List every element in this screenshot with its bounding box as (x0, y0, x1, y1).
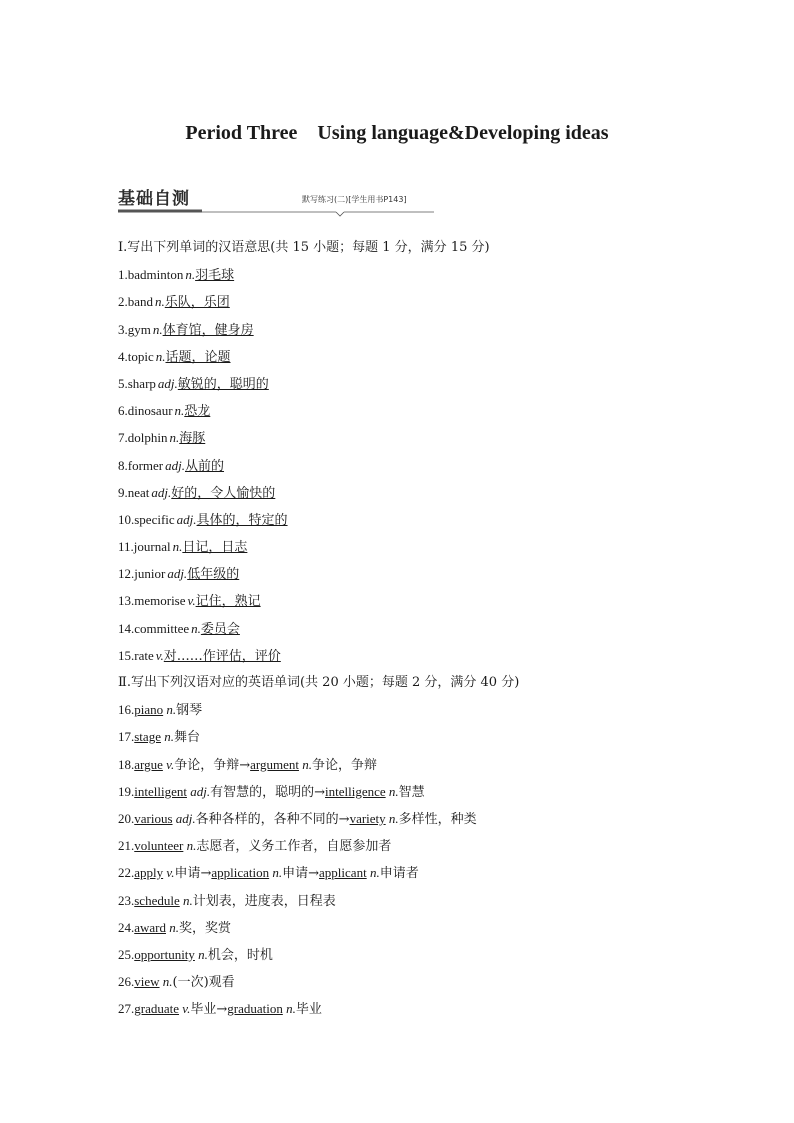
item-text: 申请→ (174, 866, 212, 882)
item-word: dinosaur (127, 403, 173, 419)
item-answer: piano (134, 702, 164, 718)
item-pos: adj. (165, 457, 185, 473)
item-answer: application (211, 865, 270, 881)
item-word: badminton (127, 267, 184, 283)
item-answer: graduate (134, 1001, 180, 1017)
item-word: gym (127, 321, 151, 337)
list-item (118, 805, 718, 832)
item-word: journal (133, 539, 171, 555)
item-answer: argument (250, 756, 299, 772)
item-number: 9. (118, 484, 128, 500)
list-item (118, 261, 718, 288)
list-item (118, 995, 718, 1022)
item-pos: n. (159, 974, 173, 990)
item-text: 有智慧的，聪明的→ (210, 784, 325, 800)
item-number: 3. (118, 321, 128, 337)
item-text: 各种各样的，各种不同的→ (195, 811, 350, 827)
item-text: 智慧 (398, 784, 425, 800)
item-text: 舞台 (173, 730, 200, 746)
item-pos: v. (187, 593, 196, 609)
list-item (118, 343, 718, 370)
section-1-list (118, 261, 718, 669)
item-text: 申请→ (282, 866, 320, 882)
item-answer: 日记，日志 (182, 540, 248, 556)
list-item (118, 887, 718, 914)
item-pos: v. (179, 1001, 191, 1017)
item-word: dolphin (127, 430, 168, 446)
item-text: 计划表，进度表，日程表 (192, 893, 336, 909)
item-number: 14. (118, 620, 135, 636)
item-number: 16. (118, 702, 135, 718)
item-answer: stage (134, 729, 161, 745)
item-word: sharp (127, 375, 156, 391)
list-item (118, 832, 718, 859)
item-number: 22. (118, 865, 135, 881)
item-number: 6. (118, 403, 128, 419)
item-answer: 话题，论题 (165, 349, 231, 365)
item-pos: n. (385, 783, 399, 799)
item-number: 5. (118, 375, 128, 391)
item-text: 多样性，种类 (398, 811, 477, 827)
item-number: 12. (118, 566, 135, 582)
item-word: memorise (134, 593, 186, 609)
item-word: former (127, 457, 164, 473)
item-word: committee (134, 620, 190, 636)
item-answer: volunteer (134, 838, 184, 854)
item-pos: n. (152, 321, 163, 337)
item-answer: intelligent (134, 783, 187, 799)
item-number: 21. (118, 838, 135, 854)
item-answer: various (134, 810, 173, 826)
list-item (118, 859, 718, 886)
item-answer: 低年级的 (187, 567, 240, 583)
list-item (118, 533, 718, 560)
list-item (118, 560, 718, 587)
item-answer: intelligence (325, 783, 386, 799)
list-item (118, 587, 718, 614)
item-answer: graduation (227, 1001, 283, 1017)
item-number: 13. (118, 593, 135, 609)
section-2-list (118, 696, 718, 1022)
list-item (118, 506, 718, 533)
item-pos: v. (163, 865, 175, 881)
item-word: band (127, 294, 154, 310)
list-item (118, 424, 718, 451)
exercise-content (118, 234, 718, 1022)
item-word: rate (134, 647, 154, 663)
item-answer: 体育馆，健身房 (162, 322, 254, 338)
item-pos: n. (166, 919, 180, 935)
banner-subtitle: 默写练习(二)[学生用书P143] (302, 195, 407, 204)
item-pos: n. (160, 729, 174, 745)
item-answer: 恐龙 (184, 404, 211, 420)
item-text: 志愿者，义务工作者，自愿参加者 (196, 839, 392, 855)
list-item (118, 397, 718, 424)
list-item (118, 968, 718, 995)
list-item (118, 751, 718, 778)
item-pos: n. (194, 946, 208, 962)
item-text: 申请者 (379, 866, 419, 882)
item-answer: apply (134, 865, 164, 881)
item-number: 15. (118, 647, 135, 663)
item-text: 钢琴 (176, 703, 203, 719)
section-banner (118, 184, 438, 218)
item-answer: view (134, 974, 160, 990)
section-1-heading: Ⅰ.写出下列单词的汉语意思(共 15 小题；每题 1 分，满分 15 分) (118, 240, 490, 255)
item-text: 毕业 (295, 1002, 322, 1018)
item-text: 争论，争辩 (311, 757, 377, 773)
list-item (118, 723, 718, 750)
item-pos: n. (174, 403, 185, 419)
list-item (118, 941, 718, 968)
item-pos: n. (191, 620, 201, 636)
item-number: 8. (118, 457, 128, 473)
item-answer: 乐队，乐团 (164, 295, 230, 311)
item-pos: adj. (186, 783, 211, 799)
item-pos: v. (155, 647, 164, 663)
item-pos: n. (179, 892, 193, 908)
list-item (118, 642, 718, 669)
item-answer: argue (134, 756, 163, 772)
item-text: 争论，争辩→ (174, 757, 251, 773)
item-answer: schedule (134, 892, 180, 908)
list-item (118, 615, 718, 642)
item-number: 27. (118, 1001, 135, 1017)
item-pos: n. (282, 1001, 296, 1017)
item-word: neat (127, 484, 150, 500)
item-pos: n. (155, 348, 166, 364)
item-answer: 委员会 (200, 621, 240, 637)
item-pos: n. (298, 756, 312, 772)
list-item (118, 914, 718, 941)
item-pos: adj. (172, 810, 196, 826)
item-number: 19. (118, 783, 135, 799)
item-number: 23. (118, 892, 135, 908)
item-number: 10. (118, 511, 135, 527)
item-pos: n. (163, 702, 177, 718)
page-title: Period Three Using language&Developing ideas (185, 122, 609, 144)
section-2-heading: Ⅱ.写出下列汉语对应的英语单词(共 20 小题；每题 2 分，满分 40 分) (118, 675, 520, 690)
item-pos: adj. (167, 566, 188, 582)
list-item (118, 452, 718, 479)
item-answer: award (134, 919, 167, 935)
banner-title: 基础自测 (118, 189, 190, 209)
item-answer: 从前的 (185, 458, 225, 474)
item-pos: n. (155, 294, 165, 310)
item-pos: n. (172, 539, 183, 555)
item-pos: n. (385, 810, 399, 826)
item-number: 2. (118, 294, 128, 310)
item-pos: adj. (157, 375, 178, 391)
item-number: 25. (118, 946, 135, 962)
item-answer: 好的，令人愉快的 (171, 485, 276, 501)
item-number: 17. (118, 729, 135, 745)
item-text: 奖，奖赏 (179, 920, 232, 936)
item-answer: 海豚 (179, 431, 206, 447)
list-item (118, 696, 718, 723)
item-pos: n. (269, 865, 283, 881)
item-answer: opportunity (134, 946, 195, 962)
item-number: 7. (118, 430, 128, 446)
item-number: 18. (118, 756, 135, 772)
item-answer: 具体的，特定的 (196, 512, 288, 528)
item-answer: 羽毛球 (195, 268, 235, 284)
item-answer: 记住，熟记 (195, 594, 261, 610)
item-pos: adj. (151, 484, 172, 500)
item-number: 24. (118, 919, 135, 935)
item-pos: v. (162, 756, 175, 772)
item-answer: applicant (319, 865, 367, 881)
item-number: 20. (118, 810, 135, 826)
item-pos: n. (183, 838, 197, 854)
list-item (118, 479, 718, 506)
item-pos: n. (185, 267, 196, 283)
item-number: 11. (118, 539, 134, 555)
item-number: 26. (118, 974, 135, 990)
list-item (118, 288, 718, 315)
item-text: (一次)观看 (172, 975, 235, 991)
item-pos: adj. (176, 511, 197, 527)
list-item (118, 370, 718, 397)
item-answer: variety (349, 810, 386, 826)
item-number: 4. (118, 348, 128, 364)
list-item (118, 316, 718, 343)
item-pos: n. (169, 430, 180, 446)
banner-underline (118, 208, 438, 218)
item-answer: 敏锐的，聪明的 (177, 376, 269, 392)
list-item (118, 778, 718, 805)
item-word: junior (134, 566, 166, 582)
item-number: 1. (118, 267, 128, 283)
item-text: 毕业→ (190, 1002, 228, 1018)
item-text: 机会，时机 (207, 947, 273, 963)
item-pos: n. (366, 865, 380, 881)
item-answer: 对……作评估，评价 (163, 648, 281, 664)
item-word: specific (134, 511, 175, 527)
item-word: topic (127, 348, 154, 364)
